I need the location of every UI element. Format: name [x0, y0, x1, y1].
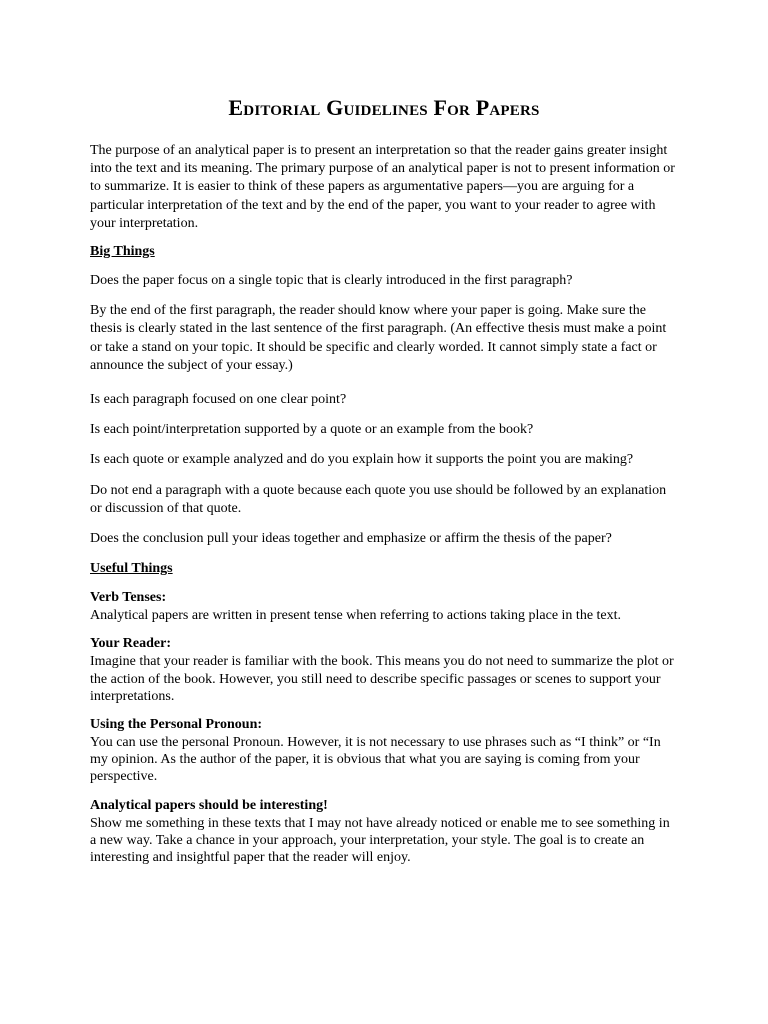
block-title: Using the Personal Pronoun:: [90, 717, 263, 733]
useful-block-personal-pronoun: [90, 716, 678, 786]
useful-block-interesting: [90, 797, 678, 867]
big-things-item: Does the conclusion pull your ideas together and emphasize or affirm the thesis of the paper?: [90, 531, 612, 547]
document-title: Editorial Guidelines For Papers: [228, 95, 540, 120]
block-body: Imagine that your reader is familiar with the book. This means you do not need to summarize the plot or the action of the book. However, you still need to describe specific passages or scenes to support your interpretations.: [90, 654, 674, 704]
big-things-item: By the end of the first paragraph, the reader should know where your paper is going. Make sure the thesis is clearly stated in the last sentence of the first paragraph. (An effective thesis must make a point or take a stand on your topic. It should be specific and clearly worded. It cannot simply state a fact or announce the subject of your essay.): [90, 303, 667, 373]
block-title: Verb Tenses:: [90, 590, 167, 606]
useful-block-verb-tenses: [90, 589, 678, 624]
useful-block-your-reader: [90, 635, 678, 705]
useful-things-heading: Useful Things: [90, 561, 173, 577]
block-body: You can use the personal Pronoun. However, it is not necessary to use phrases such as “I think” or “In my opinion. As the author of the paper, it is obvious that what you are saying is coming from your perspective.: [90, 735, 661, 785]
big-things-heading: Big Things: [90, 244, 155, 260]
block-body: Show me something in these texts that I may not have already noticed or enable me to see something in a new way. Take a chance in your approach, your interpretation, your style. The goal is to create an interesting and insightful paper that the reader will enjoy.: [90, 815, 670, 866]
block-body: Analytical papers are written in present tense when referring to actions taking place in the text.: [90, 608, 622, 624]
big-things-item: Is each paragraph focused on one clear point?: [90, 392, 347, 408]
big-things-item: Does the paper focus on a single topic that is clearly introduced in the first paragraph?: [90, 273, 573, 289]
block-title: Analytical papers should be interesting!: [90, 797, 328, 813]
big-things-item: Is each point/interpretation supported by a quote or an example from the book?: [90, 422, 534, 438]
block-title: Your Reader:: [90, 636, 172, 652]
big-things-item: Do not end a paragraph with a quote because each quote you use should be followed by an explanation or discussion of that quote.: [90, 482, 667, 516]
intro-paragraph: The purpose of an analytical paper is to present an interpretation so that the reader gains greater insight into the text and its meaning. The primary purpose of an analytical paper is not to present information or to summarize. It is easier to think of these papers as argumentative papers—you are arguing for a particular interpretation of the text and by the end of the paper, you want to your reader to agree with your interpretation.: [90, 143, 675, 231]
big-things-item: Is each quote or example analyzed and do you explain how it supports the point you are making?: [90, 452, 634, 468]
